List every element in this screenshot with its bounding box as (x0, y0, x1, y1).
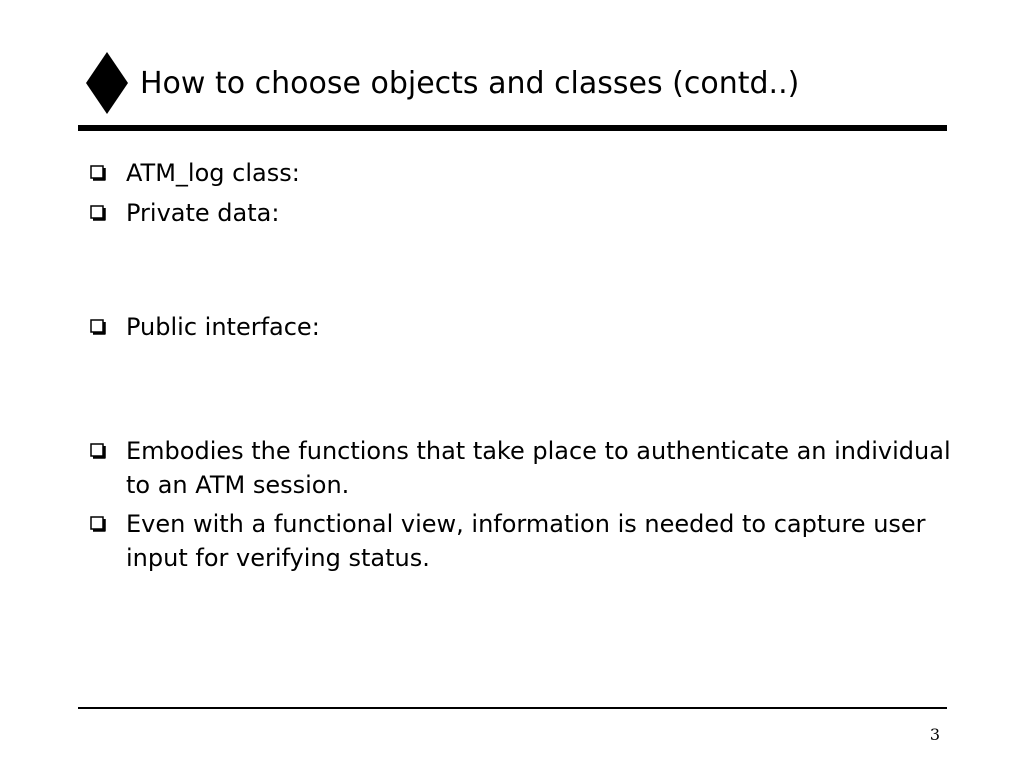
bullet-text: Even with a functional view, information is needed to capture user input for verifying status. (126, 510, 926, 572)
square-bullet-icon (90, 443, 106, 459)
list-item (88, 507, 958, 575)
bullet-text: Public interface: (126, 313, 320, 341)
square-bullet-icon (90, 165, 106, 181)
title-divider (78, 125, 947, 131)
list-item (88, 310, 958, 344)
bullet-text: Embodies the functions that take place to authenticate an individual to an ATM session. (126, 437, 951, 499)
bullet-text: ATM_log class: (126, 159, 300, 187)
diamond-icon (86, 52, 128, 114)
page-number: 3 (929, 725, 940, 744)
square-bullet-icon (90, 205, 106, 221)
square-bullet-icon (90, 516, 106, 532)
bullet-text: Private data: (126, 199, 280, 227)
list-item (88, 434, 958, 502)
bullet-list (88, 152, 958, 575)
footer-divider (78, 707, 947, 709)
slide-title: How to choose objects and classes (contd..) (140, 66, 800, 101)
square-bullet-icon (90, 319, 106, 335)
list-item (88, 196, 958, 230)
list-item (88, 156, 958, 190)
